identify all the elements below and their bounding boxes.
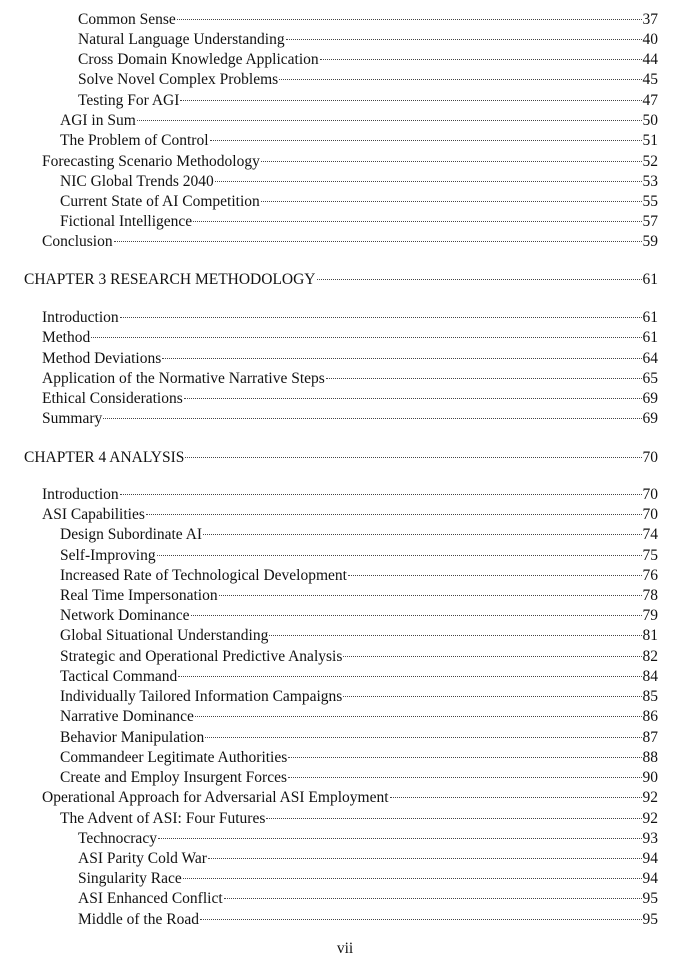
toc-entry-label: Network Dominance: [60, 607, 190, 624]
dot-leader: [120, 313, 642, 318]
toc-page-number: 53: [642, 173, 658, 190]
toc-entry-label: Introduction: [42, 486, 119, 503]
toc-page-number: 61: [642, 309, 658, 326]
toc-entry-label: The Problem of Control: [60, 132, 209, 149]
toc-entry-label: Technocracy: [78, 830, 157, 847]
toc-entry: [78, 30, 658, 50]
dot-leader: [208, 854, 642, 859]
toc-entry-label: Tactical Command: [60, 668, 178, 685]
dot-leader: [266, 814, 641, 819]
toc-page-number: 81: [642, 627, 658, 644]
toc-page-number: 52: [642, 153, 658, 170]
dot-leader: [348, 571, 642, 576]
toc-entry: [42, 505, 658, 525]
dot-leader: [200, 915, 642, 920]
toc-entry: [60, 647, 658, 667]
toc-entry-label: Method: [42, 329, 91, 346]
toc-entry: [60, 687, 658, 707]
toc-page-number: 69: [642, 390, 658, 407]
toc-entry-label: CHAPTER 3 RESEARCH METHODOLOGY: [24, 271, 316, 288]
toc-page-number: 94: [642, 850, 658, 867]
dot-leader: [219, 591, 642, 596]
dot-leader: [185, 453, 641, 458]
dot-leader: [114, 237, 642, 242]
toc-entry: [60, 707, 658, 727]
toc-entry-label: Create and Employ Insurgent Forces: [60, 769, 287, 786]
dot-leader: [317, 275, 642, 280]
toc-entry-label: Solve Novel Complex Problems: [78, 71, 279, 88]
toc-entry: [42, 389, 658, 409]
dot-leader: [210, 136, 642, 141]
dot-leader: [191, 611, 642, 616]
toc-page-number: 37: [642, 11, 658, 28]
toc-entry: [60, 586, 658, 606]
toc-page-number: 95: [642, 890, 658, 907]
dot-leader: [193, 217, 641, 222]
toc-page-number: 82: [642, 648, 658, 665]
toc-page-number: 61: [642, 271, 658, 288]
toc-page-number: 79: [642, 607, 658, 624]
toc-entry-label: ASI Parity Cold War: [78, 850, 207, 867]
toc-entry: [60, 809, 658, 829]
toc-page-number: 64: [642, 350, 658, 367]
toc-page-number: 87: [642, 729, 658, 746]
toc-entry: [60, 606, 658, 626]
toc-entry-label: Self-Improving: [60, 547, 156, 564]
dot-leader: [288, 753, 641, 758]
chapter-heading: [24, 270, 658, 290]
toc-entry-label: Cross Domain Knowledge Application: [78, 51, 319, 68]
toc-page-number: 65: [642, 370, 658, 387]
dot-leader: [157, 551, 642, 556]
dot-leader: [178, 672, 641, 677]
toc-page-number: 93: [642, 830, 658, 847]
toc-page-number: 44: [642, 51, 658, 68]
toc-entry: [78, 869, 658, 889]
toc-entry: [78, 910, 658, 930]
toc-entry-label: Behavior Manipulation: [60, 729, 205, 746]
dot-leader: [205, 733, 641, 738]
dot-leader: [224, 894, 642, 899]
dot-leader: [137, 116, 642, 121]
toc-entry: [42, 232, 658, 252]
page-number-footer: vii: [336, 940, 354, 957]
toc-entry: [60, 192, 658, 212]
toc-entry-label: AGI in Sum: [60, 112, 136, 129]
toc-entry: [60, 111, 658, 131]
toc-entry-label: The Advent of ASI: Four Futures: [60, 810, 266, 827]
dot-leader: [390, 793, 642, 798]
dot-leader: [286, 35, 642, 40]
toc-entry-label: ASI Capabilities: [42, 506, 145, 523]
dot-leader: [146, 510, 642, 515]
toc-entry: [60, 172, 658, 192]
toc-entry: [42, 349, 658, 369]
toc-page-number: 84: [642, 668, 658, 685]
toc-entry: [42, 369, 658, 389]
toc-page-number: 94: [642, 870, 658, 887]
toc-page-number: 70: [642, 486, 658, 503]
toc-entry: [60, 667, 658, 687]
toc-page-number: 40: [642, 31, 658, 48]
toc-entry: [42, 485, 658, 505]
toc-entry: [78, 50, 658, 70]
dot-leader: [261, 157, 642, 162]
dot-leader: [343, 652, 641, 657]
toc-entry-label: Commandeer Legitimate Authorities: [60, 749, 288, 766]
toc-page-number: 75: [642, 547, 658, 564]
toc-page-number: 76: [642, 567, 658, 584]
toc-page-number: 70: [642, 506, 658, 523]
dot-leader: [120, 490, 642, 495]
toc-page-number: 95: [642, 911, 658, 928]
toc-entry-label: Middle of the Road: [78, 911, 199, 928]
dot-leader: [183, 874, 642, 879]
dot-leader: [269, 631, 641, 636]
toc-entry-label: Individually Tailored Information Campaigns: [60, 688, 343, 705]
toc-page-number: 90: [642, 769, 658, 786]
toc-entry: [42, 308, 658, 328]
toc-page-number: 86: [642, 708, 658, 725]
toc-entry-label: ASI Enhanced Conflict: [78, 890, 223, 907]
toc-entry: [60, 212, 658, 232]
toc-page-number: 92: [642, 789, 658, 806]
dot-leader: [261, 197, 642, 202]
toc-entry: [60, 626, 658, 646]
toc-entry-label: Method Deviations: [42, 350, 162, 367]
toc-entry-label: Ethical Considerations: [42, 390, 183, 407]
toc-page-number: 50: [642, 112, 658, 129]
dot-leader: [158, 834, 642, 839]
toc-entry: [78, 889, 658, 909]
toc-entry: [60, 768, 658, 788]
toc-entry-label: Common Sense: [78, 11, 176, 28]
toc-page-number: 78: [642, 587, 658, 604]
dot-leader: [326, 374, 642, 379]
dot-leader: [320, 55, 642, 60]
toc-entry-label: Natural Language Understanding: [78, 31, 285, 48]
dot-leader: [343, 692, 641, 697]
toc-entry-label: Real Time Impersonation: [60, 587, 218, 604]
toc-page-number: 88: [642, 749, 658, 766]
toc-entry-label: Current State of AI Competition: [60, 193, 260, 210]
toc-entry-label: Forecasting Scenario Methodology: [42, 153, 260, 170]
toc-entry: [60, 525, 658, 545]
dot-leader: [103, 414, 641, 419]
toc-page-number: 51: [642, 132, 658, 149]
toc-entry: [42, 788, 658, 808]
toc-entry: [78, 829, 658, 849]
toc-entry-label: Design Subordinate AI: [60, 526, 203, 543]
dot-leader: [203, 530, 641, 535]
dot-leader: [162, 354, 641, 359]
toc-entry: [78, 10, 658, 30]
toc-entry: [78, 849, 658, 869]
toc-page-number: 47: [642, 92, 658, 109]
toc-entry-label: Global Situational Understanding: [60, 627, 269, 644]
toc-entry-label: NIC Global Trends 2040: [60, 173, 214, 190]
toc-page-number: 69: [642, 410, 658, 427]
toc-entry: [78, 91, 658, 111]
toc-page-number: 85: [642, 688, 658, 705]
toc-page-number: 55: [642, 193, 658, 210]
toc-page-number: 70: [642, 449, 658, 466]
toc-page-number: 74: [642, 526, 658, 543]
toc-entry: [42, 328, 658, 348]
toc-entry: [60, 566, 658, 586]
toc-entry-label: Introduction: [42, 309, 119, 326]
dot-leader: [195, 712, 642, 717]
toc-entry-label: Increased Rate of Technological Development: [60, 567, 347, 584]
toc-entry: [42, 152, 658, 172]
toc-entry-label: Summary: [42, 410, 103, 427]
toc-page-number: 57: [642, 213, 658, 230]
dot-leader: [184, 394, 642, 399]
dot-leader: [215, 177, 642, 182]
toc-entry: [42, 409, 658, 429]
toc-entry: [60, 131, 658, 151]
dot-leader: [279, 75, 641, 80]
toc-entry: [78, 70, 658, 90]
toc-entry: [60, 728, 658, 748]
toc-entry-label: Application of the Normative Narrative Steps: [42, 370, 325, 387]
toc-entry: [60, 546, 658, 566]
toc-entry-label: Conclusion: [42, 233, 113, 250]
toc-entry-label: Strategic and Operational Predictive Analysis: [60, 648, 343, 665]
dot-leader: [91, 333, 641, 338]
toc-page-number: 59: [642, 233, 658, 250]
chapter-heading: [24, 448, 658, 468]
dot-leader: [177, 15, 642, 20]
toc-page-number: 61: [642, 329, 658, 346]
toc-entry-label: Fictional Intelligence: [60, 213, 193, 230]
dot-leader: [288, 773, 642, 778]
toc-entry-label: Singularity Race: [78, 870, 182, 887]
toc-page-number: 92: [642, 810, 658, 827]
toc-entry: [60, 748, 658, 768]
toc-entry-label: Narrative Dominance: [60, 708, 194, 725]
toc-page-number: 45: [642, 71, 658, 88]
toc-entry-label: Testing For AGI: [78, 92, 180, 109]
toc-entry-label: Operational Approach for Adversarial ASI Employment: [42, 789, 389, 806]
dot-leader: [180, 96, 641, 101]
toc-entry-label: CHAPTER 4 ANALYSIS: [24, 449, 185, 466]
